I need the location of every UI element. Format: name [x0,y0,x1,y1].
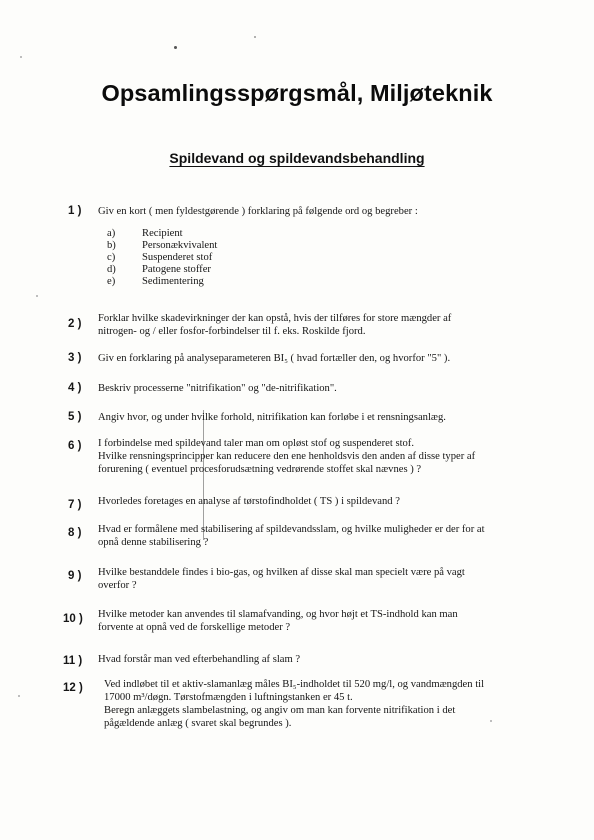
page-title: Opsamlingsspørgsmål, Miljøteknik [101,80,493,106]
list-item: e) Sedimentering [107,276,204,287]
question-number: 3 ) [68,352,82,364]
list-item: c) Suspenderet stof [107,252,213,263]
question-number: 4 ) [68,382,82,394]
question-text: Giv en forklaring på analyseparameteren BI₅ ( hvad fortæller den, og hvorfor "5" ). [98,353,451,364]
question-number: 7 ) [68,499,82,511]
list-item: d) Patogene stoffer [107,264,211,275]
question-text: Angiv hvor, og under hvilke forhold, nitrifikation kan forløbe i et rensningsanlæg. [98,412,446,423]
section-heading: Spildevand og spildevandsbehandling [169,150,425,166]
question-text: Hvorledes foretages en analyse af tørstofindholdet ( TS ) i spildevand ? [98,496,400,507]
question-text: Giv en kort ( men fyldestgørende ) forklaring på følgende ord og begreber : [98,206,418,217]
scan-speck [20,56,22,58]
question-number: 5 ) [68,411,82,423]
question-text: Forklar hvilke skadevirkninger der kan opstå, hvis der tilføres for store mængder af nitrogen- og / eller fosfor-forbindelser til f. eks. Roskilde fjord. [98,313,452,337]
question-text: Hvilke metoder kan anvendes til slamafvanding, og hvor højt et TS-indhold kan man forvente at opnå ved de forskellige metoder ? [98,609,458,633]
question-number: 6 ) [68,440,82,452]
scan-speck [174,46,177,49]
question-number: 11 ) [63,655,83,667]
question-text: I forbindelse med spildevand taler man om opløst stof og suspenderet stof. Hvilke rensningsprincipper kan reducere den ene henholdsvis den anden af disse typer af forurening ( eventuel procesforudsætning vedrørende stoffet skal nævnes ) ? [98,438,476,475]
question-text: Beskriv processerne "nitrifikation" og "de-nitrifikation". [98,383,337,394]
question-text: Hvad er formålene med stabilisering af spildevandsslam, og hvilke muligheder er der for at opnå denne stabilisering ? [98,524,485,548]
scan-speck [254,36,256,38]
term-list [107,228,407,288]
scan-speck [18,695,20,697]
question-number: 2 ) [68,318,82,330]
list-item: a) Recipient [107,228,183,239]
question-number: 9 ) [68,570,82,582]
question-text: Ved indløbet til et aktiv-slamanlæg måles BI₅-indholdet til 520 mg/l, og vandmængden til 17000 m³/døgn. Tørstofmængden i luftningstanken er 45 t. Beregn anlæggets slambelastning, og angiv om man kan forvente nitrifikation i det pågældende anlæg ( svaret skal begrundes ). [104,679,485,729]
question-number: 8 ) [68,527,82,539]
list-item: b) Personækvivalent [107,240,218,251]
question-number: 12 ) [63,682,83,694]
scan-speck [36,295,38,297]
question-text: Hvilke bestanddele findes i bio-gas, og hvilken af disse skal man specielt være på vagt overfor ? [98,567,465,591]
question-number: 1 ) [68,205,82,217]
question-text: Hvad forstår man ved efterbehandling af slam ? [98,654,301,665]
question-number: 10 ) [63,613,83,625]
